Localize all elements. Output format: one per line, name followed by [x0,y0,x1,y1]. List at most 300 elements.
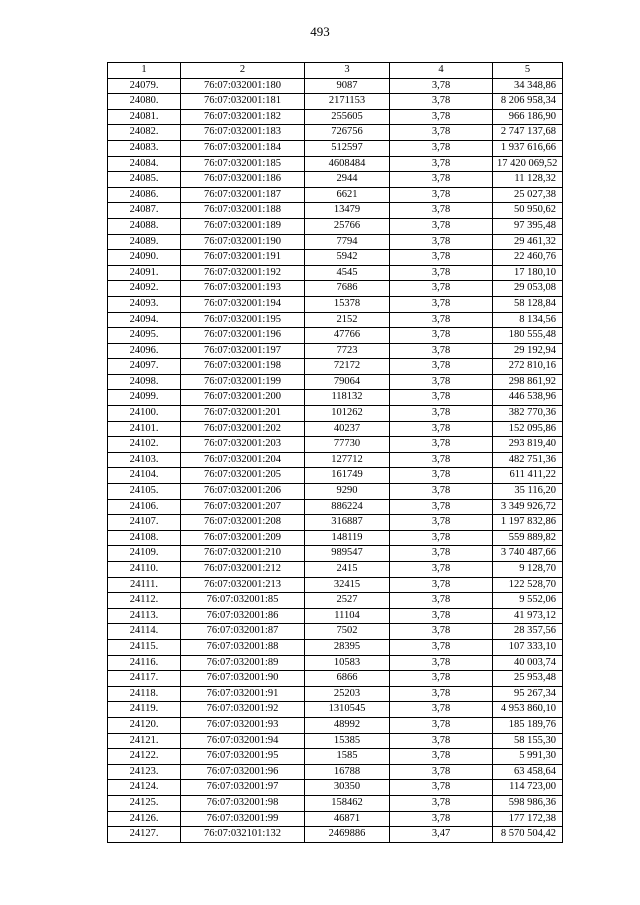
row-number-cell: 24102. [108,437,181,453]
row-number-cell: 24080. [108,94,181,110]
rate-cell: 3,78 [390,437,493,453]
value-cell: 11 128,32 [493,172,563,188]
rate-cell: 3,78 [390,671,493,687]
area-cell: 15385 [305,733,390,749]
table-row [108,795,563,811]
cadastral-number-cell: 76:07:032001:91 [181,686,305,702]
area-cell: 886224 [305,499,390,515]
rate-cell: 3,78 [390,250,493,266]
value-cell: 9 128,70 [493,562,563,578]
value-cell: 382 770,36 [493,406,563,422]
value-cell: 8 570 504,42 [493,827,563,843]
rate-cell: 3,78 [390,499,493,515]
table-row [108,109,563,125]
row-number-cell: 24103. [108,452,181,468]
rate-cell: 3,78 [390,218,493,234]
rate-cell: 3,78 [390,546,493,562]
cadastral-number-cell: 76:07:032001:188 [181,203,305,219]
value-cell: 1 937 616,66 [493,140,563,156]
cadastral-number-cell: 76:07:032001:189 [181,218,305,234]
rate-cell: 3,78 [390,468,493,484]
cadastral-number-cell: 76:07:032001:88 [181,639,305,655]
value-cell: 41 973,12 [493,608,563,624]
rate-cell: 3,78 [390,686,493,702]
table-row [108,250,563,266]
cadastral-number-cell: 76:07:032001:181 [181,94,305,110]
area-cell: 28395 [305,639,390,655]
cadastral-number-cell: 76:07:032001:197 [181,343,305,359]
rate-cell: 3,78 [390,608,493,624]
area-cell: 148119 [305,530,390,546]
rate-cell: 3,78 [390,281,493,297]
area-cell: 2469886 [305,827,390,843]
table-row [108,546,563,562]
cadastral-number-cell: 76:07:032001:86 [181,608,305,624]
area-cell: 158462 [305,795,390,811]
rate-cell: 3,78 [390,187,493,203]
row-number-cell: 24083. [108,140,181,156]
cadastral-number-cell: 76:07:032001:208 [181,515,305,531]
area-cell: 40237 [305,421,390,437]
value-cell: 598 986,36 [493,795,563,811]
value-cell: 611 411,22 [493,468,563,484]
value-cell: 28 357,56 [493,624,563,640]
rate-cell: 3,78 [390,94,493,110]
row-number-cell: 24117. [108,671,181,687]
cadastral-number-cell: 76:07:032001:210 [181,546,305,562]
rate-cell: 3,78 [390,764,493,780]
rate-cell: 3,78 [390,172,493,188]
value-cell: 185 189,76 [493,717,563,733]
area-cell: 7794 [305,234,390,250]
row-number-cell: 24094. [108,312,181,328]
table-row [108,780,563,796]
table-row [108,343,563,359]
row-number-cell: 24095. [108,328,181,344]
row-number-cell: 24124. [108,780,181,796]
row-number-cell: 24123. [108,764,181,780]
area-cell: 2944 [305,172,390,188]
table-row [108,484,563,500]
value-cell: 17 420 069,52 [493,156,563,172]
table-row [108,468,563,484]
value-cell: 293 819,40 [493,437,563,453]
area-cell: 72172 [305,359,390,375]
table-row [108,702,563,718]
area-cell: 101262 [305,406,390,422]
rate-cell: 3,78 [390,577,493,593]
table-row [108,593,563,609]
cadastral-number-cell: 76:07:032001:209 [181,530,305,546]
row-number-cell: 24096. [108,343,181,359]
area-cell: 7502 [305,624,390,640]
value-cell: 22 460,76 [493,250,563,266]
row-number-cell: 24109. [108,546,181,562]
area-cell: 989547 [305,546,390,562]
rate-cell: 3,78 [390,312,493,328]
row-number-cell: 24116. [108,655,181,671]
value-cell: 8 134,56 [493,312,563,328]
rate-cell: 3,78 [390,343,493,359]
cadastral-number-cell: 76:07:032001:180 [181,78,305,94]
area-cell: 4608484 [305,156,390,172]
table-row [108,624,563,640]
value-cell: 4 953 860,10 [493,702,563,718]
row-number-cell: 24079. [108,78,181,94]
value-cell: 298 861,92 [493,374,563,390]
cadastral-number-cell: 76:07:032001:184 [181,140,305,156]
rate-cell: 3,78 [390,406,493,422]
table-body [108,78,563,842]
value-cell: 40 003,74 [493,655,563,671]
value-cell: 8 206 958,34 [493,94,563,110]
area-cell: 16788 [305,764,390,780]
area-cell: 316887 [305,515,390,531]
row-number-cell: 24082. [108,125,181,141]
row-number-cell: 24115. [108,639,181,655]
area-cell: 30350 [305,780,390,796]
row-number-cell: 24114. [108,624,181,640]
area-cell: 726756 [305,125,390,141]
row-number-cell: 24098. [108,374,181,390]
area-cell: 118132 [305,390,390,406]
row-number-cell: 24122. [108,749,181,765]
rate-cell: 3,78 [390,296,493,312]
rate-cell: 3,78 [390,530,493,546]
rate-cell: 3,78 [390,639,493,655]
row-number-cell: 24113. [108,608,181,624]
row-number-cell: 24106. [108,499,181,515]
cadastral-number-cell: 76:07:032001:201 [181,406,305,422]
value-cell: 152 095,86 [493,421,563,437]
table-row [108,125,563,141]
row-number-cell: 24085. [108,172,181,188]
value-cell: 29 053,08 [493,281,563,297]
area-cell: 47766 [305,328,390,344]
table-row [108,421,563,437]
value-cell: 2 747 137,68 [493,125,563,141]
row-number-cell: 24125. [108,795,181,811]
value-cell: 446 538,96 [493,390,563,406]
cadastral-number-cell: 76:07:032001:213 [181,577,305,593]
value-cell: 114 723,00 [493,780,563,796]
cadastral-number-cell: 76:07:032001:89 [181,655,305,671]
value-cell: 29 192,94 [493,343,563,359]
area-cell: 13479 [305,203,390,219]
value-cell: 25 027,38 [493,187,563,203]
row-number-cell: 24105. [108,484,181,500]
cadastral-number-cell: 76:07:032001:204 [181,452,305,468]
area-cell: 2527 [305,593,390,609]
table-row [108,187,563,203]
value-cell: 58 128,84 [493,296,563,312]
table-row [108,265,563,281]
area-cell: 77730 [305,437,390,453]
rate-cell: 3,78 [390,140,493,156]
row-number-cell: 24090. [108,250,181,266]
value-cell: 122 528,70 [493,577,563,593]
rate-cell: 3,78 [390,515,493,531]
row-number-cell: 24099. [108,390,181,406]
row-number-cell: 24087. [108,203,181,219]
rate-cell: 3,78 [390,328,493,344]
area-cell: 7723 [305,343,390,359]
table-row [108,218,563,234]
table-row [108,437,563,453]
row-number-cell: 24120. [108,717,181,733]
rate-cell: 3,78 [390,749,493,765]
area-cell: 11104 [305,608,390,624]
value-cell: 95 267,34 [493,686,563,702]
table-row [108,562,563,578]
row-number-cell: 24107. [108,515,181,531]
value-cell: 1 197 832,86 [493,515,563,531]
row-number-cell: 24089. [108,234,181,250]
cadastral-number-cell: 76:07:032001:202 [181,421,305,437]
rate-cell: 3,78 [390,452,493,468]
cadastral-number-cell: 76:07:032001:205 [181,468,305,484]
cadastral-number-cell: 76:07:032001:94 [181,733,305,749]
rate-cell: 3,78 [390,484,493,500]
table-row [108,312,563,328]
area-cell: 79064 [305,374,390,390]
value-cell: 5 991,30 [493,749,563,765]
row-number-cell: 24092. [108,281,181,297]
area-cell: 2152 [305,312,390,328]
table-header-row [108,63,563,79]
area-cell: 2171153 [305,94,390,110]
rate-cell: 3,78 [390,717,493,733]
table-row [108,390,563,406]
cadastral-number-cell: 76:07:032001:93 [181,717,305,733]
rate-cell: 3,78 [390,265,493,281]
column-header-5: 5 [493,63,563,79]
cadastral-value-table [107,62,563,843]
area-cell: 25766 [305,218,390,234]
area-cell: 512597 [305,140,390,156]
cadastral-number-cell: 76:07:032001:195 [181,312,305,328]
area-cell: 2415 [305,562,390,578]
column-header-4: 4 [390,63,493,79]
row-number-cell: 24126. [108,811,181,827]
table-row [108,671,563,687]
rate-cell: 3,78 [390,203,493,219]
rate-cell: 3,78 [390,593,493,609]
value-cell: 3 740 487,66 [493,546,563,562]
table-row [108,827,563,843]
column-header-1: 1 [108,63,181,79]
cadastral-number-cell: 76:07:032001:87 [181,624,305,640]
value-cell: 25 953,48 [493,671,563,687]
table-row [108,749,563,765]
table-row [108,639,563,655]
column-header-2: 2 [181,63,305,79]
area-cell: 32415 [305,577,390,593]
rate-cell: 3,78 [390,421,493,437]
rate-cell: 3,78 [390,702,493,718]
rate-cell: 3,78 [390,655,493,671]
cadastral-number-cell: 76:07:032001:99 [181,811,305,827]
rate-cell: 3,78 [390,125,493,141]
cadastral-number-cell: 76:07:032001:203 [181,437,305,453]
area-cell: 1310545 [305,702,390,718]
cadastral-number-cell: 76:07:032001:182 [181,109,305,125]
value-cell: 966 186,90 [493,109,563,125]
area-cell: 161749 [305,468,390,484]
value-cell: 35 116,20 [493,484,563,500]
area-cell: 6621 [305,187,390,203]
value-cell: 58 155,30 [493,733,563,749]
page-number: 493 [310,24,330,39]
table-row [108,499,563,515]
table-row [108,234,563,250]
row-number-cell: 24084. [108,156,181,172]
value-cell: 63 458,64 [493,764,563,780]
table-row [108,78,563,94]
row-number-cell: 24081. [108,109,181,125]
area-cell: 46871 [305,811,390,827]
rate-cell: 3,78 [390,733,493,749]
table-row [108,655,563,671]
table-row [108,328,563,344]
area-cell: 48992 [305,717,390,733]
rate-cell: 3,78 [390,562,493,578]
area-cell: 7686 [305,281,390,297]
rate-cell: 3,78 [390,234,493,250]
cadastral-number-cell: 76:07:032001:192 [181,265,305,281]
row-number-cell: 24104. [108,468,181,484]
cadastral-number-cell: 76:07:032001:90 [181,671,305,687]
column-header-3: 3 [305,63,390,79]
table-row [108,359,563,375]
value-cell: 34 348,86 [493,78,563,94]
rate-cell: 3,78 [390,359,493,375]
rate-cell: 3,78 [390,374,493,390]
cadastral-number-cell: 76:07:032001:96 [181,764,305,780]
cadastral-number-cell: 76:07:032001:187 [181,187,305,203]
table-row [108,764,563,780]
row-number-cell: 24127. [108,827,181,843]
cadastral-number-cell: 76:07:032001:183 [181,125,305,141]
value-cell: 272 810,16 [493,359,563,375]
row-number-cell: 24097. [108,359,181,375]
cadastral-number-cell: 76:07:032001:185 [181,156,305,172]
rate-cell: 3,78 [390,109,493,125]
row-number-cell: 24110. [108,562,181,578]
area-cell: 1585 [305,749,390,765]
cadastral-number-cell: 76:07:032001:207 [181,499,305,515]
table-row [108,515,563,531]
table-row [108,94,563,110]
cadastral-number-cell: 76:07:032001:212 [181,562,305,578]
table-row [108,452,563,468]
row-number-cell: 24119. [108,702,181,718]
cadastral-number-cell: 76:07:032001:196 [181,328,305,344]
rate-cell: 3,78 [390,795,493,811]
table-row [108,717,563,733]
cadastral-number-cell: 76:07:032001:199 [181,374,305,390]
table-row [108,733,563,749]
table-row [108,296,563,312]
value-cell: 559 889,82 [493,530,563,546]
row-number-cell: 24088. [108,218,181,234]
cadastral-number-cell: 76:07:032101:132 [181,827,305,843]
cadastral-number-cell: 76:07:032001:200 [181,390,305,406]
value-cell: 97 395,48 [493,218,563,234]
area-cell: 127712 [305,452,390,468]
table-row [108,406,563,422]
row-number-cell: 24118. [108,686,181,702]
cadastral-number-cell: 76:07:032001:95 [181,749,305,765]
value-cell: 482 751,36 [493,452,563,468]
rate-cell: 3,78 [390,78,493,94]
value-cell: 177 172,38 [493,811,563,827]
area-cell: 5942 [305,250,390,266]
cadastral-number-cell: 76:07:032001:98 [181,795,305,811]
cadastral-number-cell: 76:07:032001:198 [181,359,305,375]
row-number-cell: 24108. [108,530,181,546]
table-row [108,140,563,156]
area-cell: 9087 [305,78,390,94]
row-number-cell: 24091. [108,265,181,281]
row-number-cell: 24121. [108,733,181,749]
cadastral-number-cell: 76:07:032001:193 [181,281,305,297]
area-cell: 15378 [305,296,390,312]
table-row [108,577,563,593]
cadastral-number-cell: 76:07:032001:186 [181,172,305,188]
cadastral-number-cell: 76:07:032001:191 [181,250,305,266]
rate-cell: 3,78 [390,780,493,796]
area-cell: 9290 [305,484,390,500]
cadastral-number-cell: 76:07:032001:85 [181,593,305,609]
area-cell: 25203 [305,686,390,702]
rate-cell: 3,47 [390,827,493,843]
table-row [108,811,563,827]
value-cell: 50 950,62 [493,203,563,219]
cadastral-number-cell: 76:07:032001:194 [181,296,305,312]
table-row [108,156,563,172]
value-cell: 3 349 926,72 [493,499,563,515]
value-cell: 29 461,32 [493,234,563,250]
table-row [108,374,563,390]
rate-cell: 3,78 [390,811,493,827]
area-cell: 255605 [305,109,390,125]
row-number-cell: 24100. [108,406,181,422]
table-row [108,203,563,219]
row-number-cell: 24112. [108,593,181,609]
row-number-cell: 24093. [108,296,181,312]
row-number-cell: 24111. [108,577,181,593]
cadastral-number-cell: 76:07:032001:97 [181,780,305,796]
row-number-cell: 24086. [108,187,181,203]
value-cell: 9 552,06 [493,593,563,609]
area-cell: 6866 [305,671,390,687]
rate-cell: 3,78 [390,390,493,406]
value-cell: 180 555,48 [493,328,563,344]
cadastral-number-cell: 76:07:032001:92 [181,702,305,718]
value-cell: 107 333,10 [493,639,563,655]
table-row [108,172,563,188]
cadastral-number-cell: 76:07:032001:190 [181,234,305,250]
rate-cell: 3,78 [390,156,493,172]
area-cell: 10583 [305,655,390,671]
cadastral-number-cell: 76:07:032001:206 [181,484,305,500]
area-cell: 4545 [305,265,390,281]
rate-cell: 3,78 [390,624,493,640]
table-row [108,686,563,702]
table-row [108,608,563,624]
table-row [108,281,563,297]
